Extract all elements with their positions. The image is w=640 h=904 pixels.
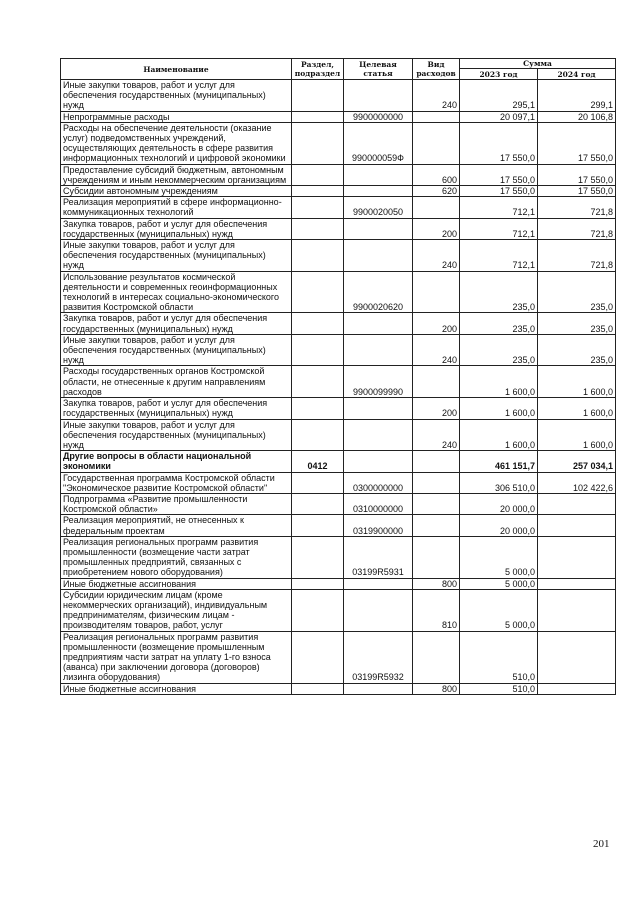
row-sum-2023: 235,0 [460,313,538,334]
row-sum-2024: 721,8 [538,197,616,218]
row-sum-2024: 102 422,6 [538,472,616,493]
row-razdel [292,366,344,398]
row-tsel [344,240,413,272]
row-name: Субсидии юридическим лицам (кроме некоммерческих организаций), индивидуальным предпринимателям, физическим лицам - производителям товаров, работ, услуг [61,589,292,631]
header-vid: Вид расходов [413,59,460,80]
row-sum-2023: 17 550,0 [460,164,538,185]
row-name: Другие вопросы в области национальной экономики [61,451,292,472]
row-vid [413,515,460,536]
row-sum-2023: 712,1 [460,197,538,218]
table-row [61,451,616,472]
row-sum-2023: 306 510,0 [460,472,538,493]
row-tsel [344,164,413,185]
row-vid [413,472,460,493]
row-razdel [292,578,344,589]
page-number: 201 [593,838,610,850]
row-name: Закупка товаров, работ и услуг для обеспечения государственных (муниципальных) нужд [61,398,292,419]
row-tsel [344,313,413,334]
row-sum-2023: 17 550,0 [460,186,538,197]
row-tsel: 9900020050 [344,197,413,218]
row-tsel: 9900020620 [344,271,413,313]
row-name: Использование результатов космической деятельности и современных геоинформационных технологий в интересах социально-экономического развития Костромской области [61,271,292,313]
row-sum-2024: 1 600,0 [538,366,616,398]
row-vid: 620 [413,186,460,197]
row-vid [413,111,460,122]
header-name: Наименование [61,59,292,80]
row-tsel: 9900099990 [344,366,413,398]
row-name: Закупка товаров, работ и услуг для обеспечения государственных (муниципальных) нужд [61,218,292,239]
row-sum-2024: 235,0 [538,313,616,334]
row-razdel [292,271,344,313]
row-razdel [292,186,344,197]
row-sum-2024 [538,589,616,631]
row-sum-2023: 1 600,0 [460,366,538,398]
row-tsel [344,186,413,197]
table-row [61,631,616,683]
row-sum-2024: 17 550,0 [538,186,616,197]
row-razdel [292,197,344,218]
table-row [61,472,616,493]
table-row [61,515,616,536]
row-razdel [292,515,344,536]
row-sum-2024: 1 600,0 [538,398,616,419]
budget-table [60,58,616,695]
table-row [61,164,616,185]
row-tsel: 03199R5932 [344,631,413,683]
table-row [61,398,616,419]
table-row [61,419,616,451]
row-sum-2023: 235,0 [460,271,538,313]
table-row [61,313,616,334]
row-tsel: 0300000000 [344,472,413,493]
row-name: Иные бюджетные ассигнования [61,578,292,589]
row-razdel [292,218,344,239]
row-name: Непрограммные расходы [61,111,292,122]
row-sum-2024: 235,0 [538,271,616,313]
row-razdel [292,111,344,122]
row-tsel [344,334,413,366]
row-sum-2023: 712,1 [460,240,538,272]
table-row [61,111,616,122]
row-razdel [292,493,344,514]
row-sum-2023: 510,0 [460,683,538,694]
header-summa: Сумма [460,59,616,69]
table-row [61,197,616,218]
row-tsel [344,589,413,631]
row-tsel: 0310000000 [344,493,413,514]
row-tsel [344,683,413,694]
row-name: Иные бюджетные ассигнования [61,683,292,694]
header-razdel: Раздел, подраздел [292,59,344,80]
row-sum-2023: 20 097,1 [460,111,538,122]
row-name: Расходы государственных органов Костромской области, не отнесенные к другим направлениям расходов [61,366,292,398]
table-row [61,122,616,164]
row-sum-2024: 20 106,8 [538,111,616,122]
header-2023: 2023 год [460,69,538,80]
table-row [61,80,616,112]
row-sum-2023: 461 151,7 [460,451,538,472]
budget-table-page [60,58,615,695]
row-sum-2023: 1 600,0 [460,398,538,419]
row-vid: 200 [413,398,460,419]
row-vid [413,197,460,218]
table-row [61,334,616,366]
row-vid: 800 [413,578,460,589]
row-vid: 240 [413,334,460,366]
row-tsel [344,218,413,239]
row-vid: 200 [413,313,460,334]
row-sum-2023: 20 000,0 [460,493,538,514]
row-sum-2023: 20 000,0 [460,515,538,536]
row-name: Реализация региональных программ развития промышленности (возмещение промышленным предприятиям части затрат на уплату 1-го взноса (аванса) при заключении договора (договоров) лизинга оборудования) [61,631,292,683]
row-vid: 200 [413,218,460,239]
row-tsel: 03199R5931 [344,536,413,578]
row-sum-2024 [538,493,616,514]
row-sum-2023: 5 000,0 [460,589,538,631]
row-sum-2023: 295,1 [460,80,538,112]
table-row [61,366,616,398]
row-sum-2024 [538,683,616,694]
row-sum-2023: 510,0 [460,631,538,683]
row-razdel [292,240,344,272]
table-row [61,186,616,197]
row-sum-2024 [538,515,616,536]
row-name: Закупка товаров, работ и услуг для обеспечения государственных (муниципальных) нужд [61,313,292,334]
row-sum-2024: 17 550,0 [538,122,616,164]
row-sum-2024: 17 550,0 [538,164,616,185]
row-razdel [292,122,344,164]
row-name: Предоставление субсидий бюджетным, автономным учреждениям и иным некоммерческим организациям [61,164,292,185]
row-sum-2023: 5 000,0 [460,536,538,578]
row-name: Иные закупки товаров, работ и услуг для обеспечения государственных (муниципальных) нужд [61,80,292,112]
row-name: Реализация мероприятий, не отнесенных к федеральным проектам [61,515,292,536]
table-row [61,218,616,239]
row-vid [413,631,460,683]
row-tsel [344,419,413,451]
row-vid [413,536,460,578]
row-tsel [344,451,413,472]
row-sum-2024: 299,1 [538,80,616,112]
row-vid [413,493,460,514]
row-sum-2023: 1 600,0 [460,419,538,451]
row-razdel [292,334,344,366]
row-name: Иные закупки товаров, работ и услуг для обеспечения государственных (муниципальных) нужд [61,240,292,272]
row-vid: 240 [413,80,460,112]
row-vid: 810 [413,589,460,631]
row-razdel [292,313,344,334]
row-razdel [292,683,344,694]
row-name: Реализация региональных программ развития промышленности (возмещение части затрат промышленных предприятий, связанных с приобретением нового оборудования) [61,536,292,578]
row-name: Расходы на обеспечение деятельности (оказание услуг) подведомственных учреждений, осуществляющих деятельность в сфере развития информационных технологий и цифровой экономики [61,122,292,164]
row-vid: 800 [413,683,460,694]
row-sum-2023: 235,0 [460,334,538,366]
row-name: Реализация мероприятий в сфере информационно-коммуникационных технологий [61,197,292,218]
table-row [61,536,616,578]
row-name: Государственная программа Костромской области "Экономическое развитие Костромской области" [61,472,292,493]
row-razdel [292,419,344,451]
row-razdel [292,536,344,578]
row-tsel: 9900000000 [344,111,413,122]
row-tsel: 0319900000 [344,515,413,536]
row-sum-2024: 257 034,1 [538,451,616,472]
row-razdel [292,398,344,419]
row-sum-2024: 235,0 [538,334,616,366]
row-tsel [344,398,413,419]
table-row [61,578,616,589]
row-razdel: 0412 [292,451,344,472]
row-vid [413,122,460,164]
row-vid [413,271,460,313]
row-sum-2024 [538,578,616,589]
row-tsel [344,80,413,112]
row-sum-2023: 5 000,0 [460,578,538,589]
row-name: Подпрограмма «Развитие промышленности Костромской области» [61,493,292,514]
row-vid [413,366,460,398]
row-sum-2023: 17 550,0 [460,122,538,164]
header-2024: 2024 год [538,69,616,80]
row-razdel [292,631,344,683]
row-sum-2023: 712,1 [460,218,538,239]
row-sum-2024: 721,8 [538,240,616,272]
row-razdel [292,589,344,631]
row-name: Иные закупки товаров, работ и услуг для обеспечения государственных (муниципальных) нужд [61,334,292,366]
row-vid: 240 [413,240,460,272]
table-row [61,271,616,313]
row-sum-2024 [538,536,616,578]
row-razdel [292,472,344,493]
row-tsel [344,578,413,589]
row-vid: 240 [413,419,460,451]
row-razdel [292,164,344,185]
row-vid: 600 [413,164,460,185]
table-row [61,493,616,514]
row-sum-2024 [538,631,616,683]
table-row [61,589,616,631]
row-sum-2024: 1 600,0 [538,419,616,451]
row-sum-2024: 721,8 [538,218,616,239]
header-tsel: Целевая статья [344,59,413,80]
row-razdel [292,80,344,112]
row-name: Иные закупки товаров, работ и услуг для обеспечения государственных (муниципальных) нужд [61,419,292,451]
row-vid [413,451,460,472]
table-row [61,683,616,694]
row-name: Субсидии автономным учреждениям [61,186,292,197]
table-row [61,240,616,272]
row-tsel: 990000059Ф [344,122,413,164]
